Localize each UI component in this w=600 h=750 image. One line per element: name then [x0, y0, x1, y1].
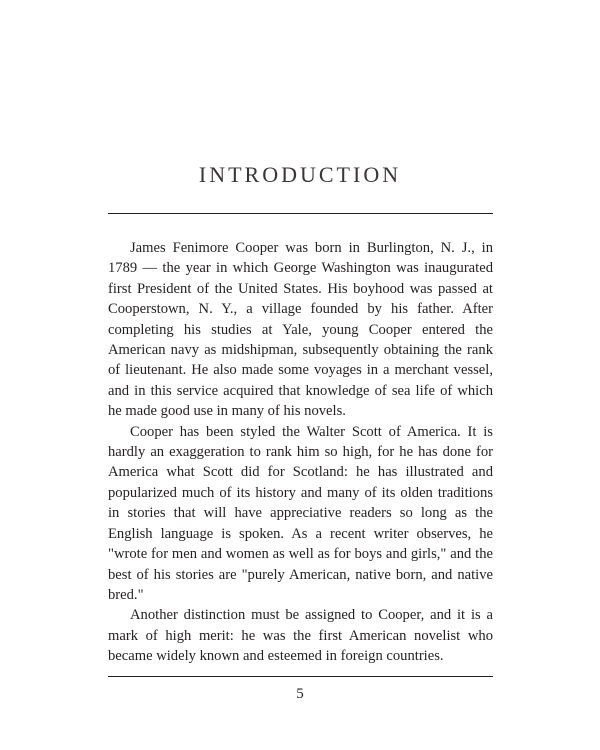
- page-number: 5: [296, 686, 304, 702]
- paragraph: Another distinction must be assigned to Cooper, and it is a mark of high merit: he was the first American novelist who became widely known and esteemed in foreign countries.: [108, 607, 493, 665]
- header-rule: [108, 213, 493, 214]
- chapter-title: INTRODUCTION: [198, 162, 402, 187]
- body-text: [108, 238, 493, 667]
- paragraph: Cooper has been styled the Walter Scott of America. It is hardly an exaggeration to rank him so high, for he has done for America what Scott did for Scotland: he has illustrated and popularized much of its history and many of its olden traditions in stories that will have appreciative readers so long as the English language is spoken. As a recent writer observes, he "wrote for men and women as well as for boys and girls," and the best of his stories are "purely American, native born, and native bred.": [108, 423, 493, 603]
- footer-rule: [108, 676, 493, 677]
- paragraph: James Fenimore Cooper was born in Burlington, N. J., in 1789 — the year in which George Washington was inaugurated first President of the United States. His boyhood was passed at Cooperstown, N. Y., a village founded by his father. After completing his studies at Yale, young Cooper entered the American navy as midshipman, subsequently obtaining the rank of lieutenant. He also made some voyages in a merchant vessel, and in this service acquired that knowledge of sea life of which he made good use in many of his novels.: [108, 240, 493, 420]
